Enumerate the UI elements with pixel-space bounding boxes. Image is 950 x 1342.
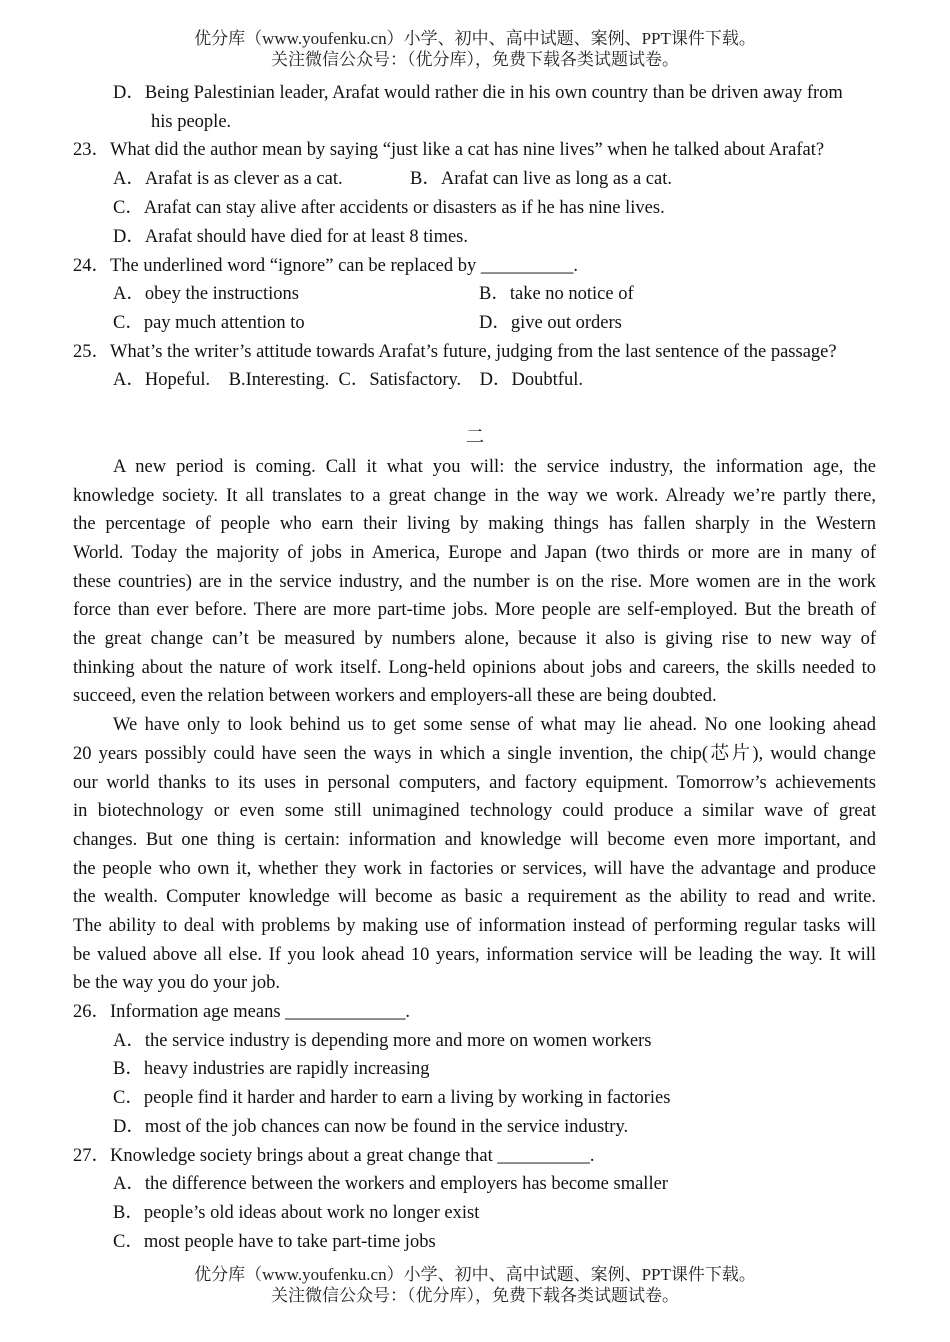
passage-p1-line: these countries) are in the service industry, and the number is on the rise. More women are in the work — [73, 572, 876, 592]
q27-stem: 27．Knowledge society brings about a great change that __________. — [73, 1146, 595, 1166]
q22-option-d-cont: his people. — [151, 112, 232, 132]
passage-p2-line: the wealth. Computer knowledge will become as basic a requirement as the ability to read and write. — [73, 887, 876, 907]
passage-p1-line: A new period is coming. Call it what you will: the service industry, the information age, the — [113, 457, 876, 477]
passage-p2-line: our world thanks to its uses in personal computers, and factory equipment. Tomorrow’s achievements — [73, 773, 876, 793]
page-footer — [0, 1264, 950, 1306]
passage-p1-line: World. Today the majority of jobs in America, Europe and Japan (two thirds or more are in many of — [73, 543, 876, 563]
q26-option-c: C．people find it harder and harder to earn a living by working in factories — [113, 1088, 671, 1108]
q24-option-c: C．pay much attention to — [113, 313, 305, 333]
passage-p2-line: be the way you do your job. — [73, 973, 281, 993]
header-line-2: 关注微信公众号：（优分库），免费下载各类试题试卷。 — [271, 50, 679, 69]
passage-p1-line: knowledge society. It all translates to a great change in the way we work. Already we’re partly there, — [73, 486, 876, 506]
q27-option-c: C．most people have to take part-time jobs — [113, 1232, 436, 1252]
passage-p2-line: in biotechnology or even some still unimagined technology could produce a similar wave of great — [73, 801, 876, 821]
section-title: 二 — [465, 428, 485, 448]
passage-p1-line: the great change can’t be measured by numbers alone, because it also is giving rise to new way of — [73, 629, 876, 649]
q26-option-d: D．most of the job chances can now be found in the service industry. — [113, 1117, 629, 1137]
q23-option-a: A．Arafat is as clever as a cat. — [113, 169, 343, 189]
q27-option-a: A．the difference between the workers and employers has become smaller — [113, 1174, 668, 1194]
q23-option-b: B．Arafat can live as long as a cat. — [410, 169, 672, 189]
passage-p2-line: We have only to look behind us to get some sense of what may lie ahead. No one looking ahead — [113, 715, 876, 735]
passage-p1-line: the percentage of people who earn their living by making things has fallen sharply in the Western — [73, 514, 876, 534]
q24-stem: 24．The underlined word “ignore” can be replaced by __________. — [73, 256, 578, 276]
passage-p2-line: The ability to deal with problems by making use of information instead of performing regular tasks will — [73, 916, 876, 936]
q25-stem: 25．What’s the writer’s attitude towards Arafat’s future, judging from the last sentence of the passage? — [73, 342, 837, 362]
page-header — [0, 28, 950, 70]
footer-line-2: 关注微信公众号：（优分库），免费下载各类试题试卷。 — [271, 1286, 679, 1305]
passage-p1-line: succeed, even the relation between workers and employers-all these are being doubted. — [73, 686, 717, 706]
q23-option-c: C．Arafat can stay alive after accidents or disasters as if he has nine lives. — [113, 198, 665, 218]
q27-option-b: B．people’s old ideas about work no longer exist — [113, 1203, 480, 1223]
q26-option-b: B．heavy industries are rapidly increasing — [113, 1059, 430, 1079]
q23-stem: 23．What did the author mean by saying “just like a cat has nine lives” when he talked about Arafat? — [73, 140, 825, 160]
q24-option-d: D．give out orders — [479, 313, 622, 333]
q26-option-a: A．the service industry is depending more and more on women workers — [113, 1031, 652, 1051]
q23-option-d: D．Arafat should have died for at least 8 times. — [113, 227, 468, 247]
passage-p1-line: force than ever before. There are more part-time jobs. More people are self-employed. But the breath of — [73, 600, 876, 620]
q22-option-d: D．Being Palestinian leader, Arafat would rather die in his own country than be driven away from — [113, 83, 843, 103]
passage-p1-line: thinking about the nature of work itself. Long-held opinions about jobs and careers, the skills needed to — [73, 658, 876, 678]
footer-line-1: 优分库（www.youfenku.cn）小学、初中、高中试题、案例、PPT课件下载。 — [194, 1265, 756, 1284]
passage-p2-line: the people who own it, whether they work in factories or services, will have the advantage and produce — [73, 859, 876, 879]
passage-p2-line: changes. But one thing is certain: information and knowledge will become even more important, and — [73, 830, 876, 850]
passage-p2-line: 20 years possibly could have seen the ways in which a single invention, the chip(芯片), would change — [73, 744, 876, 764]
passage-p2-line: be valued above all else. If you look ahead 10 years, information service will be leading the way. It will — [73, 945, 876, 965]
header-line-1: 优分库（www.youfenku.cn）小学、初中、高中试题、案例、PPT课件下载。 — [194, 29, 756, 48]
q25-options: A．Hopeful. B.Interesting. C．Satisfactory. D．Doubtful. — [113, 370, 583, 390]
q24-option-b: B．take no notice of — [479, 284, 634, 304]
q24-option-a: A．obey the instructions — [113, 284, 300, 304]
q26-stem: 26．Information age means _____________. — [73, 1002, 411, 1022]
